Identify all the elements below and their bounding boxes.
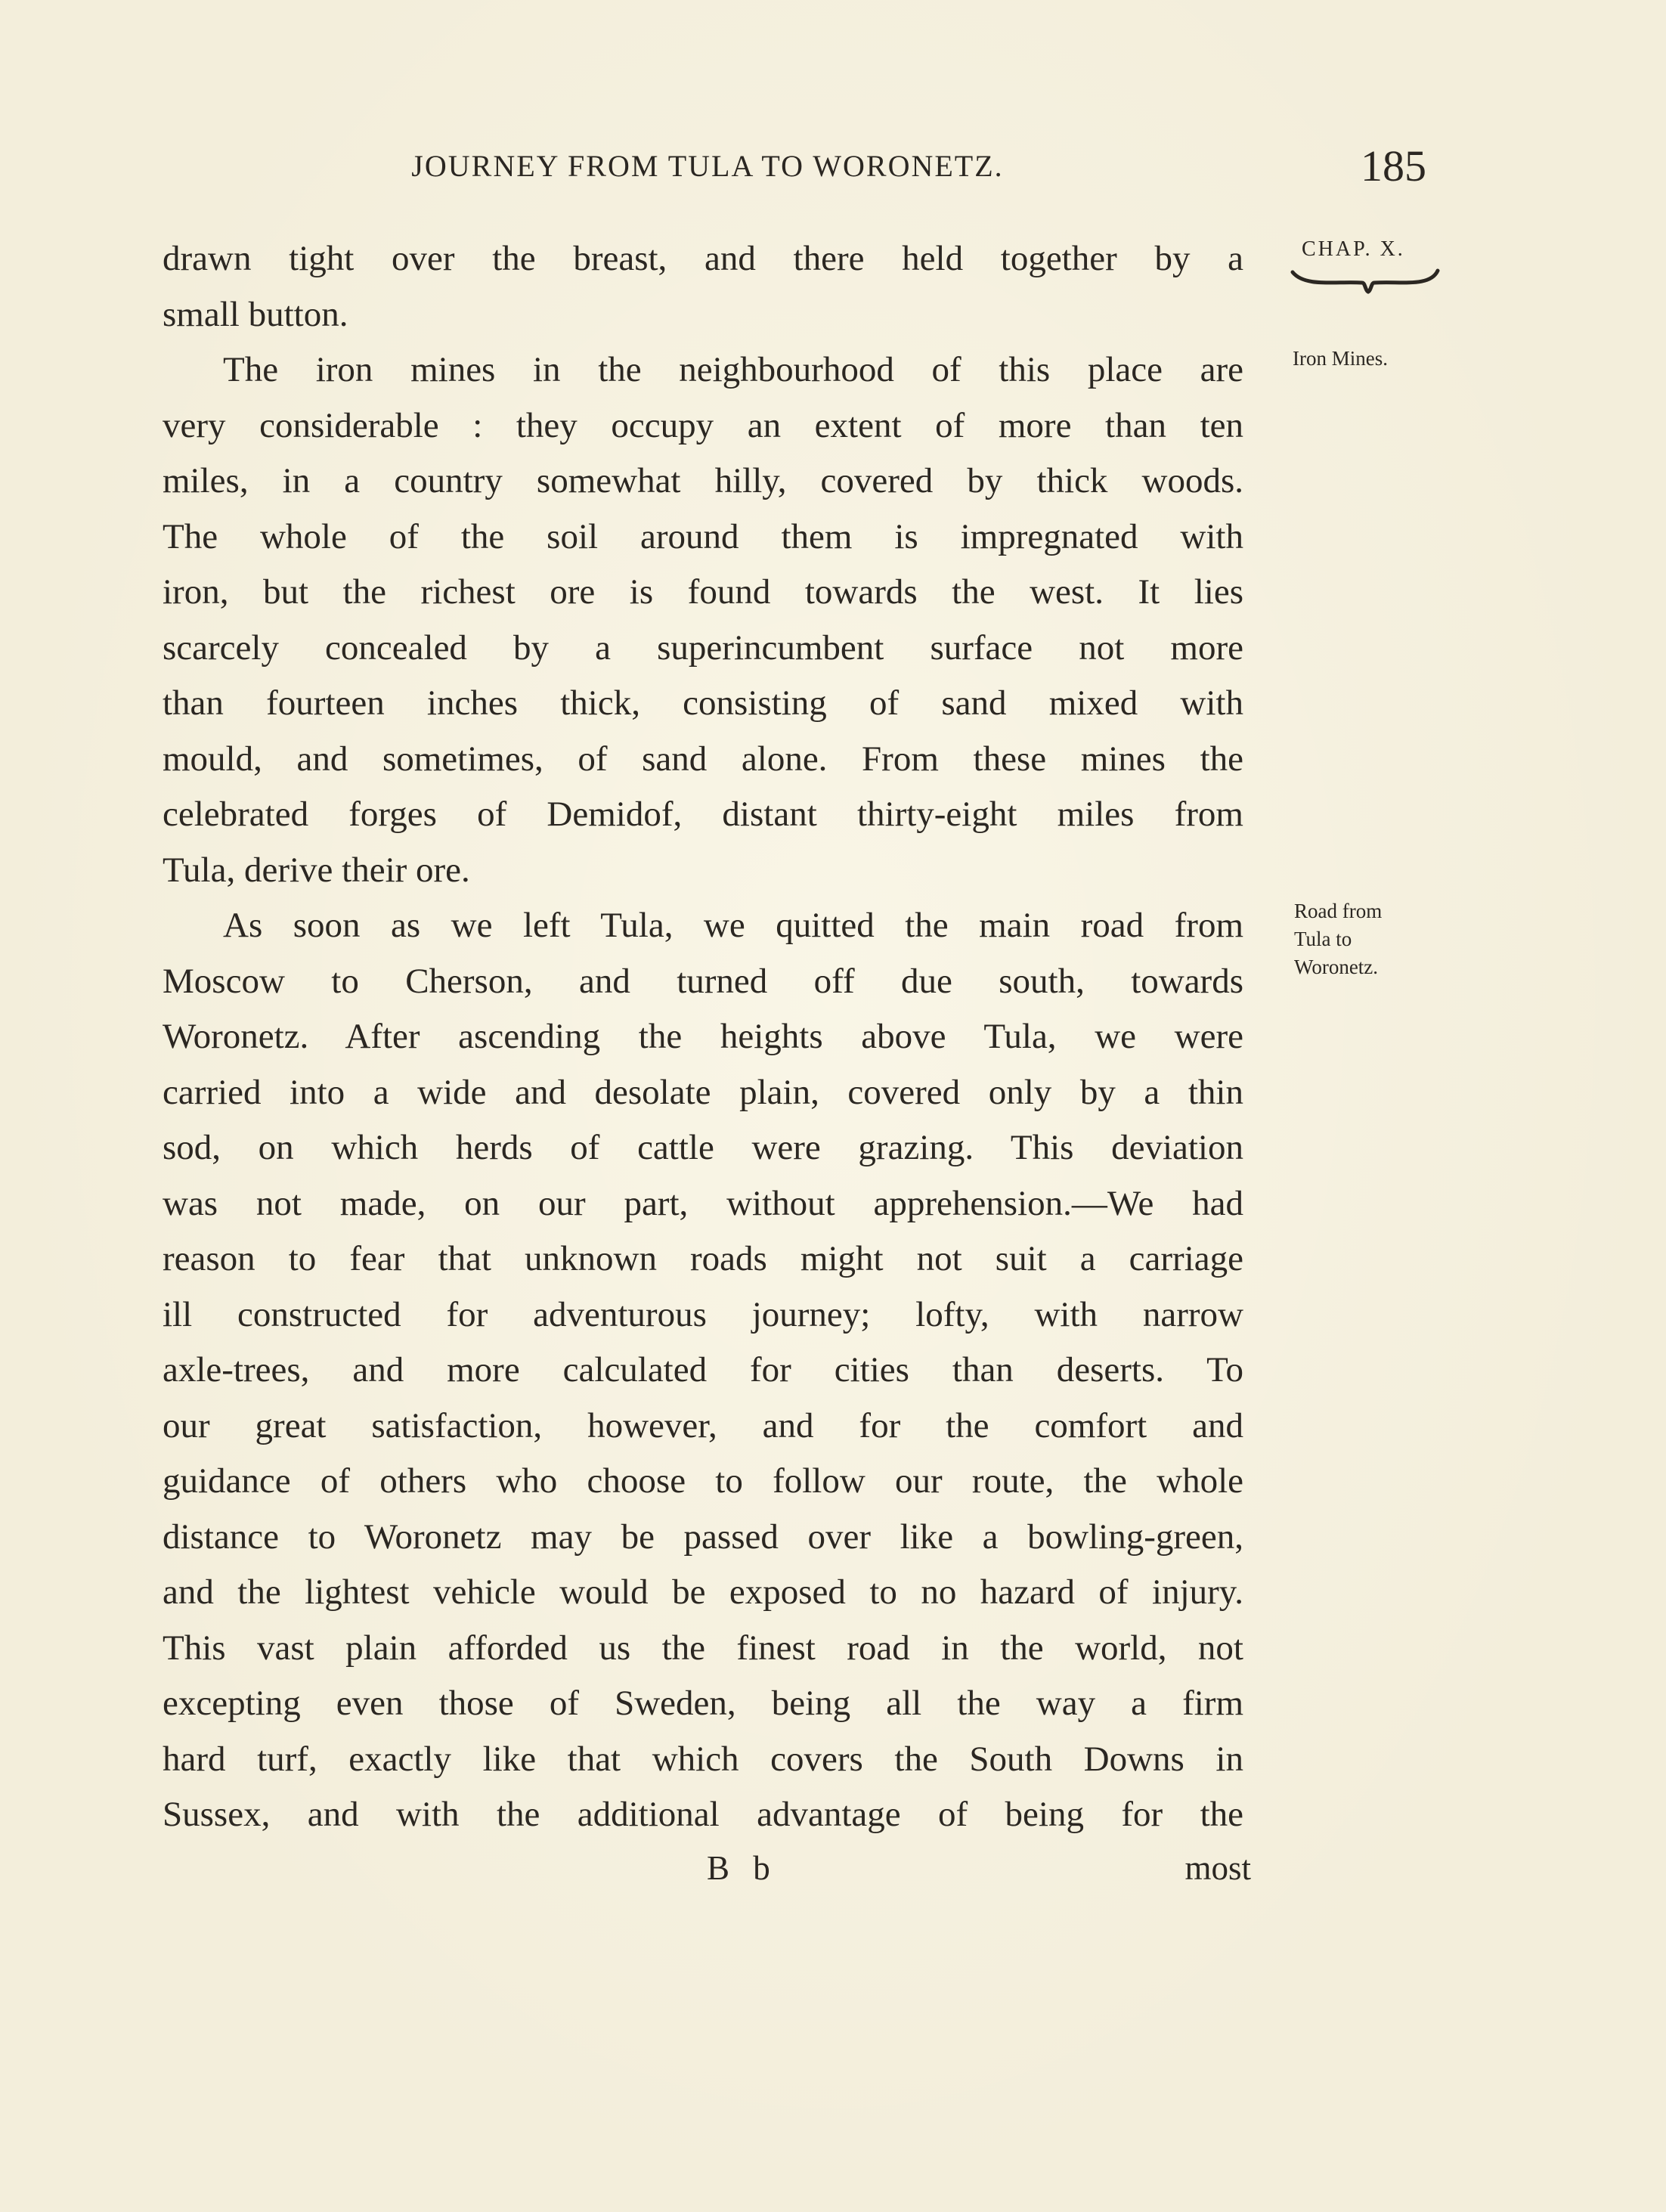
text-line: celebrated forges of Demidof, distant thirty-eight miles from [163,795,1243,834]
text-line: Woronetz. After ascending the heights above Tula, we were [163,1017,1243,1056]
text-line: The whole of the soil around them is impregnated with [163,516,1243,556]
text-line: our great satisfaction, however, and for the comfort and [163,1405,1243,1445]
page-number: 185 [1361,141,1426,191]
text-line: reason to fear that unknown roads might not suit a carriage [163,1239,1243,1278]
margin-note-line: Road from [1294,900,1383,922]
text-line: iron, but the richest ore is found towards the west. It lies [163,572,1243,612]
text-line: than fourteen inches thick, consisting of sand mixed with [163,683,1243,723]
text-line: Sussex, and with the additional advantage of being for the [163,1795,1243,1834]
text-line: As soon as we left Tula, we quitted the main road from [223,906,1243,945]
text-line: carried into a wide and desolate plain, covered only by a thin [163,1072,1243,1112]
text-line: The iron mines in the neighbourhood of this place are [223,350,1243,389]
catchword: most [1184,1849,1251,1887]
page-footer [163,1848,1251,1894]
text-line: scarcely concealed by a superincumbent surface not more [163,627,1243,668]
text-line: excepting even those of Sweden, being all the way a firm [163,1684,1243,1723]
text-line: drawn tight over the breast, and there held together by a [163,239,1243,278]
text-line: ill constructed for adventurous journey; lofty, with narrow [163,1294,1243,1334]
text-line: sod, on which herds of cattle were grazing. This deviation [163,1128,1243,1167]
signature-mark: B b [707,1849,778,1887]
margin-note-line: Tula to [1294,928,1352,950]
text-line: guidance of others who choose to follow our route, the whole [163,1461,1243,1501]
text-line: This vast plain afforded us the finest road in the world, not [163,1628,1243,1668]
chapter-label: CHAP. X. [1302,237,1405,261]
margin-note-iron-mines: Iron Mines. [1293,347,1388,370]
margin-note-road [1294,897,1382,981]
brace-icon [1290,268,1441,295]
text-line: very considerable : they occupy an extent of more than ten [163,405,1243,445]
text-line: Tula, derive their ore. [163,850,470,890]
margin-note-line: Woronetz. [1294,956,1379,978]
text-line: was not made, on our part, without apprehension.—We had [163,1183,1243,1223]
body-text [163,231,1243,1843]
text-line: axle-trees, and more calculated for cities than deserts. To [163,1350,1243,1389]
text-line: distance to Woronetz may be passed over like a bowling-green, [163,1516,1243,1557]
text-line: and the lightest vehicle would be exposed to no hazard of injury. [163,1572,1243,1612]
text-line: Moscow to Cherson, and turned off due south, towards [163,961,1243,1001]
text-line: hard turf, exactly like that which covers the South Downs in [163,1739,1243,1779]
text-line: small button. [163,294,348,334]
running-title: JOURNEY FROM TULA TO WORONETZ. [411,149,1004,183]
text-line: mould, and sometimes, of sand alone. From these mines the [163,739,1243,779]
text-line: miles, in a country somewhat hilly, covered by thick woods. [163,461,1243,500]
